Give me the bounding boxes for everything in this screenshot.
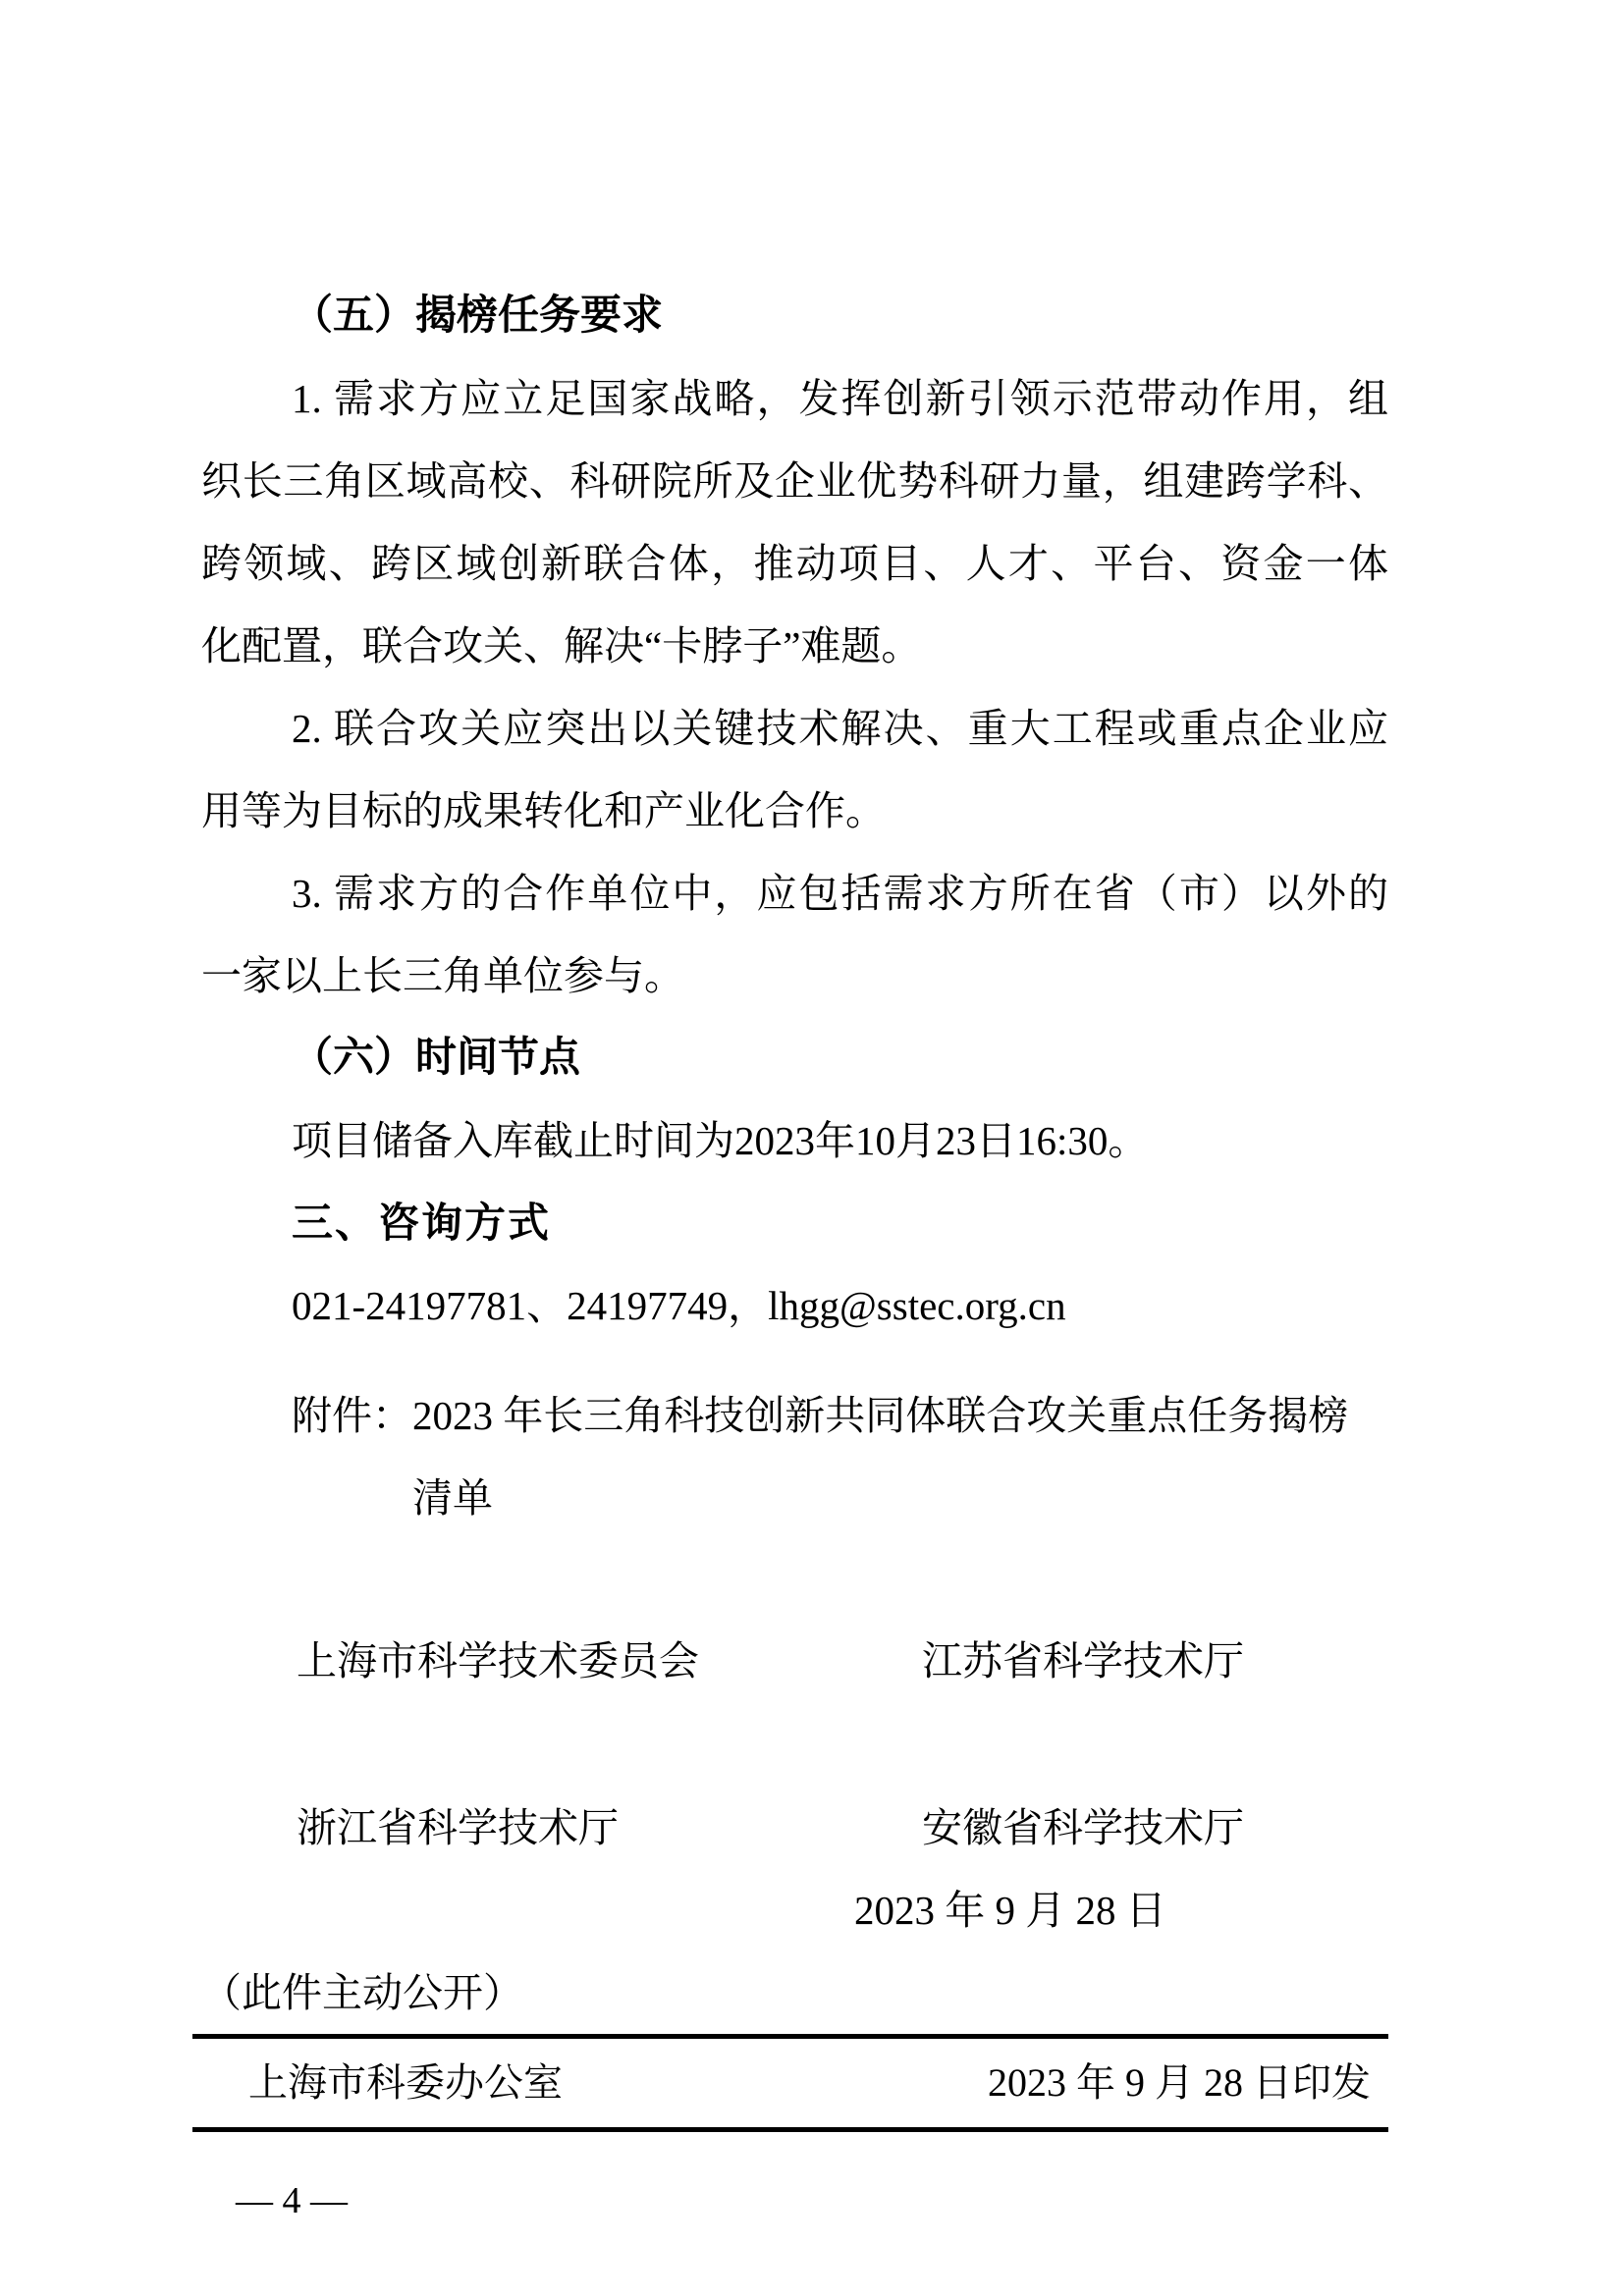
section5-item1-line3: 跨领域、跨区域创新联合体，推动项目、人才、平台、资金一体	[201, 541, 1388, 586]
footer-issuer: 上海市科委办公室	[248, 2060, 563, 2105]
footer-row	[192, 2039, 1388, 2127]
disclosure-note: （此件主动公开）	[201, 1970, 523, 2015]
section5-item2-line2: 用等为目标的成果转化和产业化合作。	[201, 788, 886, 833]
attachment-line1: 附件：2023 年长三角科技创新共同体联合攻关重点任务揭榜	[292, 1393, 1349, 1438]
section3-contact: 021-24197781、24197749，lhgg@sstec.org.cn	[292, 1283, 1066, 1328]
signature-shanghai: 上海市科学技术委员会	[297, 1638, 699, 1683]
section6-heading: （六）时间节点	[292, 1036, 581, 1081]
section5-heading: （五）揭榜任务要求	[292, 294, 664, 339]
signature-date: 2023 年 9 月 28 日	[854, 1888, 1166, 1933]
signature-jiangsu: 江苏省科学技术厅	[922, 1638, 1244, 1683]
section5-item3-line1: 3. 需求方的合作单位中，应包括需求方所在省（市）以外的	[292, 871, 1388, 916]
document-content	[201, 275, 1388, 2242]
signature-row-1	[201, 1620, 1388, 1702]
section5-item1-line1: 1. 需求方应立足国家战略，发挥创新引领示范带动作用，组	[292, 376, 1388, 421]
footer-box	[192, 2034, 1388, 2132]
section3-heading: 三、咨询方式	[292, 1200, 552, 1246]
signature-zhejiang: 浙江省科学技术厅	[297, 1805, 619, 1850]
section5-item1-line4: 化配置，联合攻关、解决“卡脖子”难题。	[201, 623, 922, 668]
attachment-block	[201, 1374, 1388, 1539]
section5-item3-line2: 一家以上长三角单位参与。	[201, 953, 684, 998]
section6-deadline: 项目储备入库截止时间为2023年10月23日16:30。	[292, 1118, 1149, 1163]
section5-item2-line1: 2. 联合攻关应突出以关键技术解决、重大工程或重点企业应	[292, 706, 1388, 751]
page-number: — 4 —	[236, 2180, 348, 2221]
signature-row-2	[201, 1787, 1388, 1869]
signature-anhui: 安徽省科学技术厅	[922, 1805, 1244, 1850]
section5-item1-line2: 织长三角区域高校、科研院所及企业优势科研力量，组建跨学科、	[201, 458, 1388, 504]
footer-issue-date: 2023 年 9 月 28 日印发	[988, 2060, 1371, 2105]
attachment-line2: 清单	[412, 1475, 493, 1521]
